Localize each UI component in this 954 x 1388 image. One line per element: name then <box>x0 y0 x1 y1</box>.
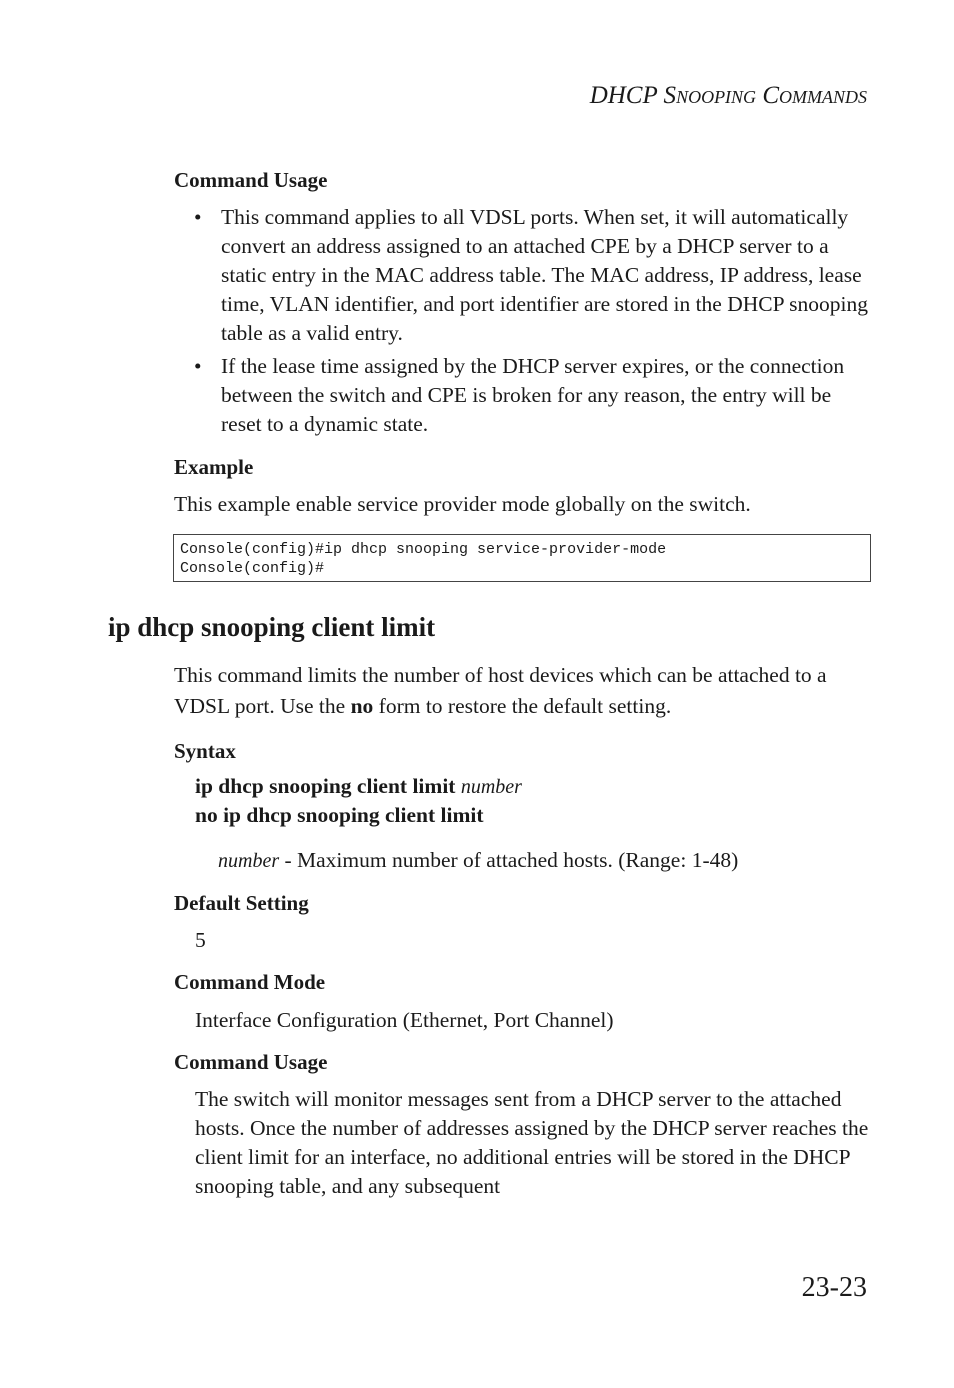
command-usage-text: The switch will monitor messages sent from a DHCP server to the attached hosts. Once the number of addresses assigned by the DHCP server reaches the client limit for an interface, no additional entries will be stored in the DHCP snooping table, and any subsequent <box>195 1087 869 1198</box>
section-intro: This command limits the number of host devices which can be attached to a VDSL port. Use the no form to restore the default setting. <box>174 663 827 718</box>
param-name: number <box>218 850 280 872</box>
list-item: • This command applies to all VDSL ports. When set, it will automatically convert an address assigned to an attached CPE by a DHCP server to a static entry in the MAC address table. The MAC address, IP address, lease time, VLAN identifier, and port identifier are stored in the DHCP snooping table as a valid entry. <box>194 205 868 345</box>
default-setting-heading: Default Setting <box>174 891 309 915</box>
running-header: DHCP SNOOPING COMMANDS <box>589 82 867 109</box>
command-usage-heading: Command Usage <box>174 168 328 192</box>
command-usage-list <box>194 203 874 443</box>
command-mode-heading: Command Mode <box>174 970 326 994</box>
syntax-line-1: ip dhcp snooping client limit number <box>195 774 522 798</box>
syntax-line-2: no ip dhcp snooping client limit <box>195 803 484 827</box>
example-description: This example enable service provider mode globally on the switch. <box>174 492 751 516</box>
syntax-param: number <box>460 776 522 798</box>
syntax-heading: Syntax <box>174 739 236 763</box>
list-item: • If the lease time assigned by the DHCP server expires, or the connection between the switch and CPE is broken for any reason, the entry will be reset to a dynamic state. <box>194 354 845 436</box>
section-title: ip dhcp snooping client limit <box>108 612 436 642</box>
param-description: number - Maximum number of attached hosts. (Range: 1-48) <box>218 848 739 872</box>
command-usage-heading-2: Command Usage <box>174 1050 328 1074</box>
default-setting-value: 5 <box>195 928 206 952</box>
page-number: 23-23 <box>801 1272 867 1303</box>
command-mode-value: Interface Configuration (Ethernet, Port Channel) <box>195 1008 614 1032</box>
no-keyword: no <box>350 694 374 718</box>
example-heading: Example <box>174 455 254 479</box>
code-example: Console(config)#ip dhcp snooping service-provider-mode Console(config)# <box>173 534 871 582</box>
